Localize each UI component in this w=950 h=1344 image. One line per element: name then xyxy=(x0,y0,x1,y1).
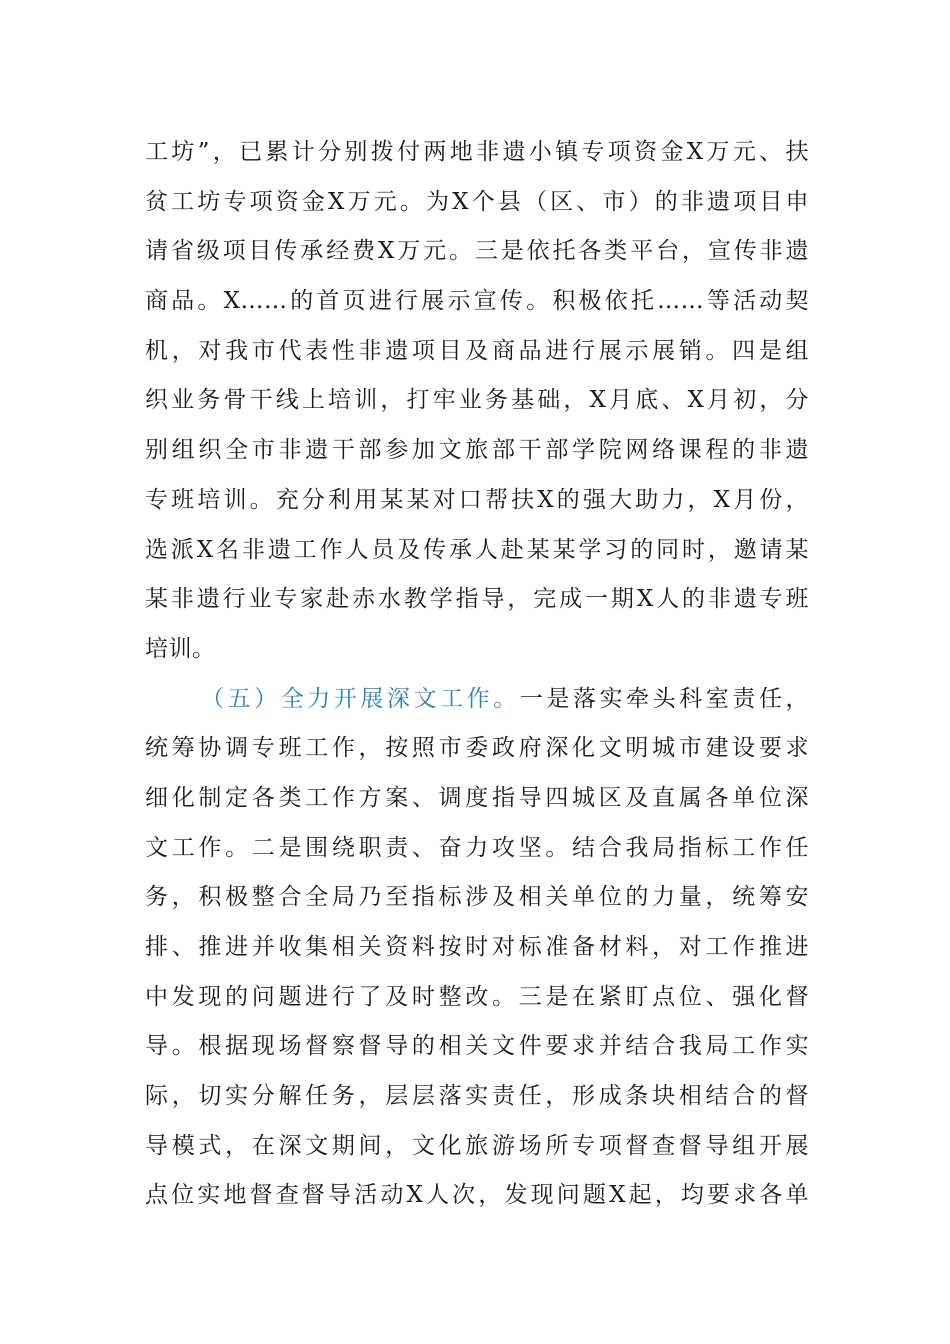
text-line: 排、推进并收集相关资料按时对标准备材料，对工作推进 xyxy=(145,934,809,960)
section-heading: （五）全力开展深文工作。 xyxy=(201,685,520,712)
text-line: 文工作。二是围绕职责、奋力攻坚。结合我局指标工作任 xyxy=(145,834,809,861)
text-line: 选派X名非遗工作人员及传承人赴某某学习的同时，邀请某 xyxy=(145,536,809,563)
text-line: 某非遗行业专家赴赤水教学指导，完成一期X人的非遗专班 xyxy=(145,586,809,613)
text-line: 培训。 xyxy=(145,635,216,662)
text-line: 工坊”，已累计分别拨付两地非遗小镇专项资金X万元、扶 xyxy=(145,139,809,165)
text-line: 导模式，在深文期间，文化旅游场所专项督查督导组开展 xyxy=(145,1132,809,1159)
section-heading-line xyxy=(145,675,809,725)
text-line: 统筹协调专班工作，按照市委政府深化文明城市建设要求 xyxy=(145,735,809,762)
text-line: 别组织全市非遗干部参加文旅部干部学院网络课程的非遗 xyxy=(145,437,809,464)
text-line: 中发现的问题进行了及时整改。三是在紧盯点位、强化督 xyxy=(145,983,809,1010)
text-line: 贫工坊专项资金X万元。为X个县（区、市）的非遗项目申 xyxy=(145,188,809,215)
text-segment: 一是落实牵头科室责任， xyxy=(519,685,810,712)
text-line: 务，积极整合全局乃至指标涉及相关单位的力量，统筹安 xyxy=(145,884,809,911)
text-line: 专班培训。充分利用某某对口帮扶X的强大助力，X月份， xyxy=(145,486,809,513)
text-line: 细化制定各类工作方案、调度指导四城区及直属各单位深 xyxy=(145,784,809,811)
text-line: 请省级项目传承经费X万元。三是依托各类平台，宣传非遗 xyxy=(145,238,809,265)
paragraph-1 xyxy=(145,128,809,675)
text-line: 织业务骨干线上培训，打牢业务基础，X月底、X月初，分 xyxy=(145,387,809,414)
text-line: 点位实地督查督导活动X人次，发现问题X起，均要求各单 xyxy=(145,1182,809,1209)
text-line: 机，对我市代表性非遗项目及商品进行展示展销。四是组 xyxy=(145,337,809,364)
paragraph-2 xyxy=(145,675,809,1222)
text-line: 际，切实分解任务，层层落实责任，形成条块相结合的督 xyxy=(145,1083,809,1110)
text-line: 商品。X……的首页进行展示宣传。积极依托……等活动契 xyxy=(145,288,809,315)
text-line: 导。根据现场督察督导的相关文件要求并结合我局工作实 xyxy=(145,1033,809,1060)
document-body xyxy=(145,128,809,1221)
